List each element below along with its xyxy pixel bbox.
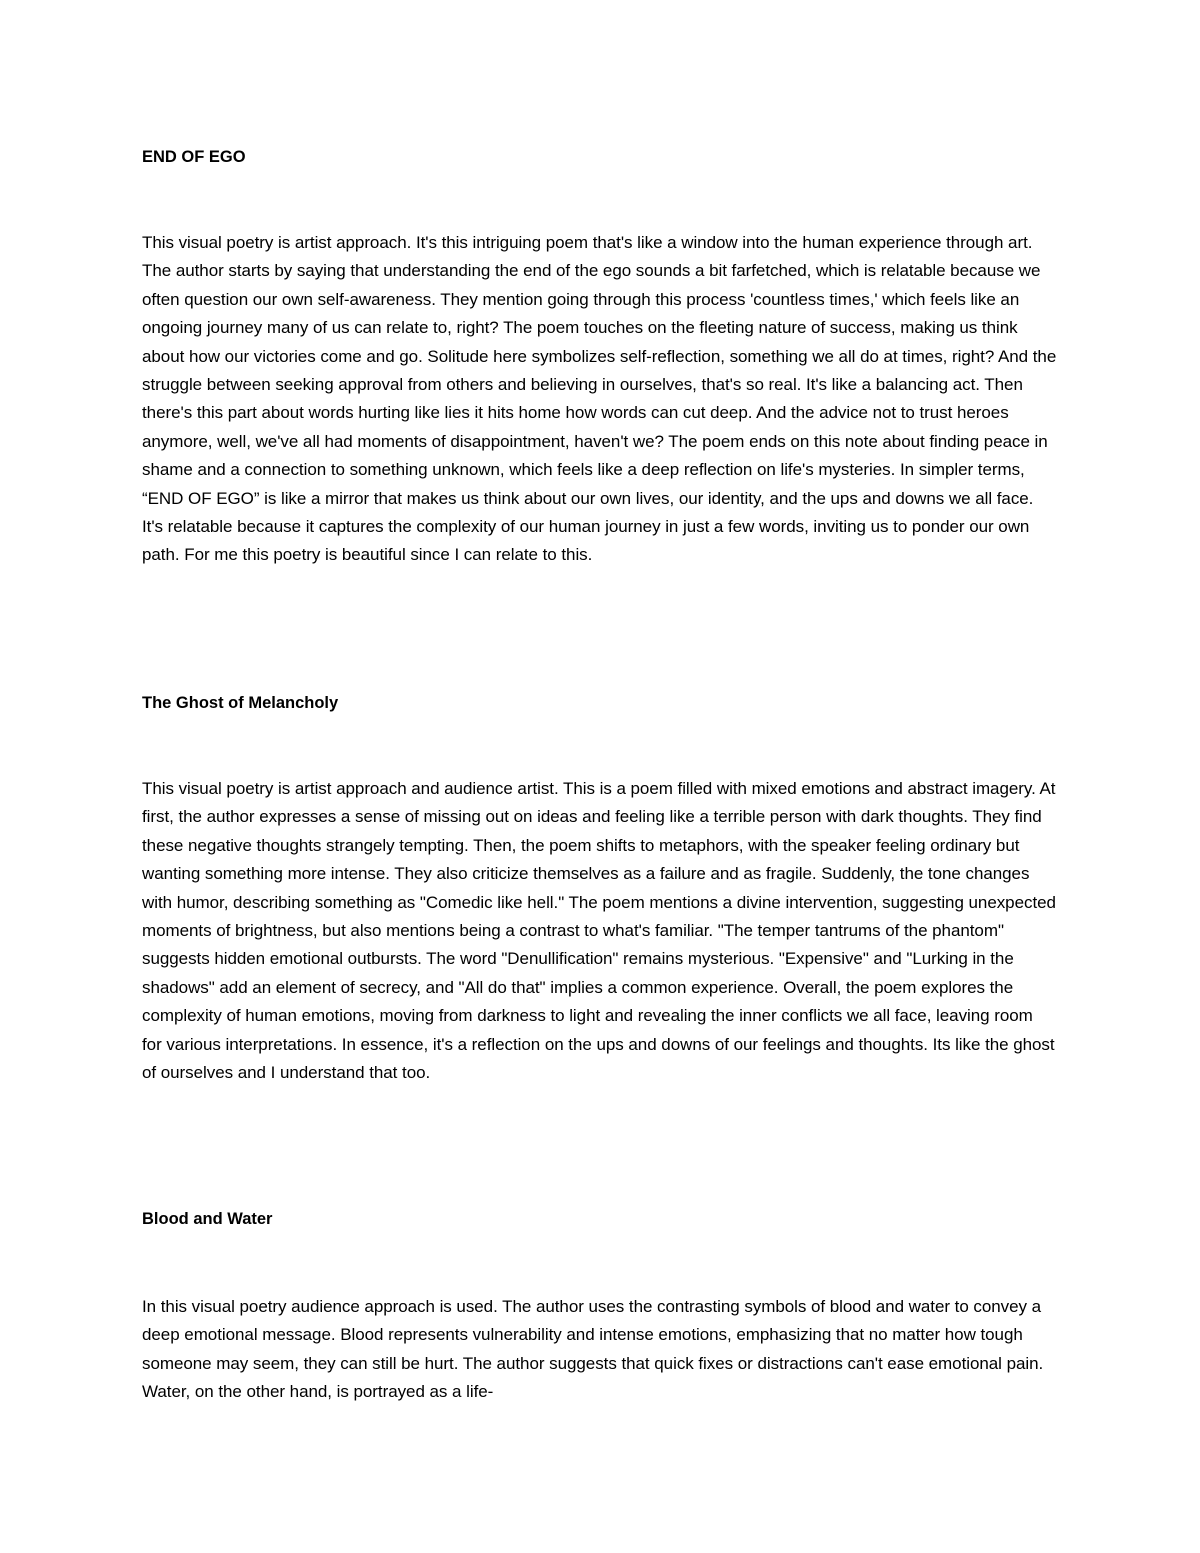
section-body-end-of-ego: This visual poetry is artist approach. It's this intriguing poem that's like a window into the human experience through art. The author starts by saying that understanding the end of the ego sounds a bit farfetched, which is relatable because we often question our own self-awareness. They mention going through this process 'countless times,' which feels like an ongoing journey many of us can relate to, right? The poem touches on the fleeting nature of success, making us think about how our victories come and go. Solitude here symbolizes self-reflection, something we all do at times, right? And the struggle between seeking approval from others and believing in ourselves, that's so real. It's like a balancing act. Then there's this part about words hurting like lies it hits home how words can cut deep. And the advice not to trust heroes anymore, well, we've all had moments of disappointment, haven't we? The poem ends on this note about finding peace in shame and a connection to something unknown, which feels like a deep reflection on life's mysteries. In simpler terms, “END OF EGO” is like a mirror that makes us think about our own lives, our identity, and the ups and downs we all face. It's relatable because it captures the complexity of our human journey in just a few words, inviting us to ponder our own path. For me this poetry is beautiful since I can relate to this. <box>142 233 1057 565</box>
section-body-ghost-of-melancholy: This visual poetry is artist approach and audience artist. This is a poem filled with mixed emotions and abstract imagery. At first, the author expresses a sense of missing out on ideas and feeling like a terrible person with dark thoughts. They find these negative thoughts strangely tempting. Then, the poem shifts to metaphors, with the speaker feeling ordinary but wanting something more intense. They also criticize themselves as a failure and as fragile. Suddenly, the tone changes with humor, describing something as "Comedic like hell." The poem mentions a divine intervention, suggesting unexpected moments of brightness, but also mentions being a contrast to what's familiar. "The temper tantrums of the phantom" suggests hidden emotional outbursts. The word "Denullification" remains mysterious. "Expensive" and "Lurking in the shadows" add an element of secrecy, and "All do that" implies a common experience. Overall, the poem explores the complexity of human emotions, moving from darkness to light and revealing the inner conflicts we all face, leaving room for various interpretations. In essence, it's a reflection on the ups and downs of our feelings and thoughts. Its like the ghost of ourselves and I understand that too. <box>142 779 1056 1083</box>
section-body-blood-and-water: In this visual poetry audience approach is used. The author uses the contrasting symbols of blood and water to convey a deep emotional message. Blood represents vulnerability and intense emotions, emphasizing that no matter how tough someone may seem, they can still be hurt. The author suggests that quick fixes or distractions can't ease emotional pain. Water, on the other hand, is portrayed as a life- <box>142 1297 1044 1402</box>
section-title-end-of-ego: END OF EGO <box>142 148 246 166</box>
section-title-ghost-of-melancholy: The Ghost of Melancholy <box>142 694 339 712</box>
section-title-blood-and-water: Blood and Water <box>142 1210 273 1228</box>
